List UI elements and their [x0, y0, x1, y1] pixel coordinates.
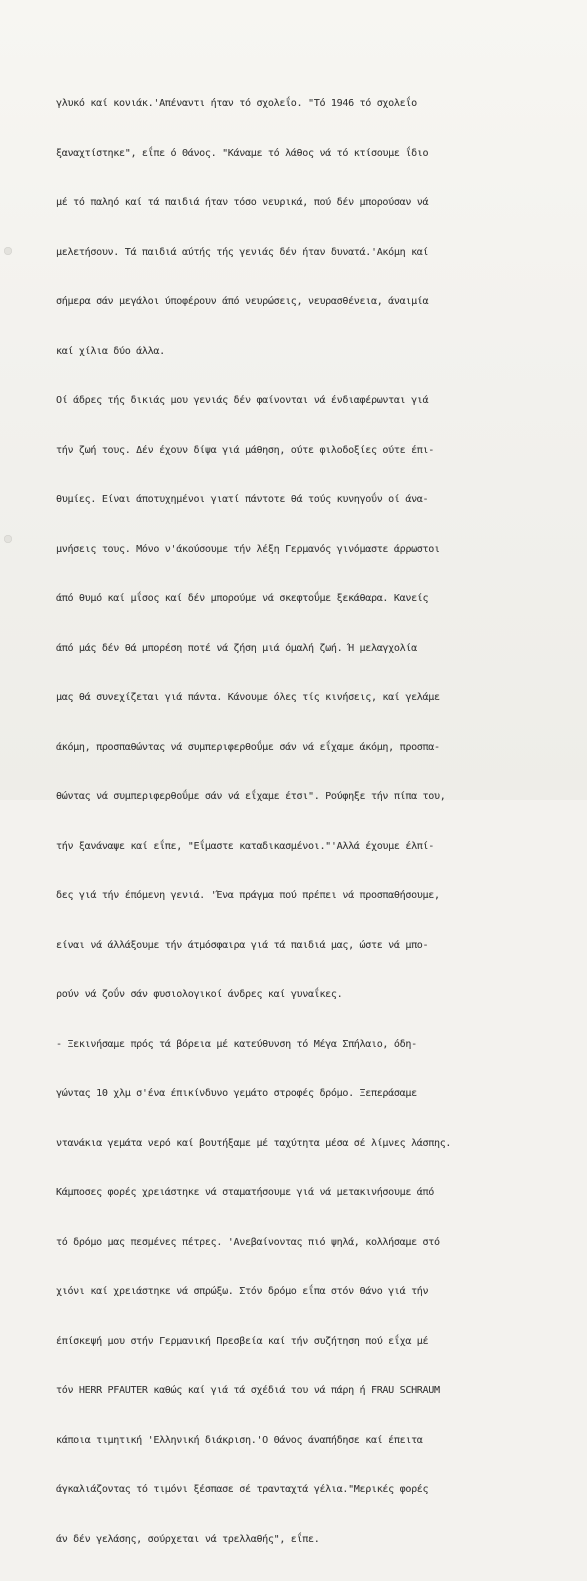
- text-line: μνήσεις τους. Μόνο ν'άκούσουμε τήν λέξη Γερμανός γινόμαστε άρρωστοι: [56, 543, 440, 555]
- text-line: τήν ζωή τους. Δέν έχουν δίψα γιά μάθηση, ούτε φιλοδοξίες ούτε έπι-: [56, 444, 434, 456]
- text-line: καί χίλια δύο άλλα.: [56, 345, 165, 357]
- text-line: δες γιά τήν έπόμενη γενιά. 'Ένα πράγμα πού πρέπει νά προσπαθήσουμε,: [56, 890, 440, 901]
- text-line: γλυκό καί κονιάκ.'Απέναντι ήταν τό σχολεΐο. "Τό 1946 τό σχολεΐο: [56, 98, 417, 109]
- text-line: άν δέν γελάσης, σούρχεται νά τρελλαθής", εΐπε.: [56, 1533, 320, 1545]
- text-line: τήν ξανάναψε καί εΐπε, "Εΐμαστε καταδικασμένοι."'Αλλά έχουμε έλπί-: [56, 840, 434, 852]
- text-line: τόν HERR PFAUTER καθώς καί γιά τά σχέδιά του νά πάρη ή FRAU SCHRAUM: [56, 1385, 440, 1396]
- punch-hole: [4, 247, 12, 255]
- text-line: άκόμη, προσπαθώντας νά συμπεριφερθοΰμε σάν νά εΐχαμε άκόμη, προσπα-: [56, 741, 440, 753]
- text-line: άγκαλιάζοντας τό τιμόνι ξέσπασε σέ τρανταχτά γέλια."Μερικές φορές: [56, 1484, 429, 1495]
- text-line: θυμίες. Είναι άποτυχημένοι γιατί πάντοτε θά τούς κυνηγοΰν οί άνα-: [56, 494, 429, 505]
- text-line: ντανάκια γεμάτα νερό καί βουτήξαμε μέ ταχύτητα μέσα σέ λίμνες λάσπης.: [56, 1137, 452, 1149]
- text-line: ξαναχτίστηκε", εΐπε ό Θάνος. "Κάναμε τό λάθος νά τό κτίσουμε ΐδιο: [56, 147, 429, 159]
- text-line: ρούν νά ζοΰν σάν φυσιολογικοί άνδρες καί γυναΐκες.: [56, 989, 343, 1000]
- text-line: χιόνι καί χρειάστηκε νά σπρώξω. Στόν δρόμο εΐπα στόν Θάνο γιά τήν: [56, 1286, 429, 1297]
- text-line: έπίσκεψή μου στήν Γερμανική Πρεσβεία καί τήν συζήτηση πού εΐχα μέ: [56, 1335, 429, 1347]
- text-line: σήμερα σάν μεγάλοι ύποφέρουν άπό νευρώσεις, νευρασθένεια, άναιμία: [56, 296, 429, 307]
- text-line: - Ξεκινήσαμε πρός τά βόρεια μέ κατεύθυνση τό Μέγα Σπήλαιο, όδη-: [56, 1038, 417, 1050]
- punch-hole: [4, 535, 12, 543]
- text-line: γώντας 10 χλμ σ'ένα έπικίνδυνο γεμάτο στροφές δρόμο. Ξεπεράσαμε: [56, 1088, 417, 1099]
- text-line: είναι νά άλλάξουμε τήν άτμόσφαιρα γιά τά παιδιά μας, ώστε νά μπο-: [56, 939, 429, 951]
- text-line: άπό θυμό καί μΐσος καί δέν μπορούμε νά σκεφτοΰμε ξεκάθαρα. Κανείς: [56, 593, 429, 604]
- text-line: κάποια τιμητική 'Ελληνική διάκριση.'Ο Θάνος άναπήδησε καί έπειτα: [56, 1434, 423, 1446]
- text-line: μας θά συνεχίζεται γιά πάντα. Κάνουμε όλες τίς κινήσεις, καί γελάμε: [56, 692, 440, 703]
- text-line: μέ τό παληό καί τά παιδιά ήταν τόσο νευρικά, πού δέν μπορούσαν νά: [56, 197, 429, 208]
- typed-text-body: [56, 63, 584, 1581]
- text-line: Κάμποσες φορές χρειάστηκε νά σταματήσουμε γιά νά μετακινήσουμε άπό: [56, 1187, 434, 1198]
- text-line: μελετήσουν. Τά παιδιά αύτής τής γενιάς δέν ήταν δυνατά.'Ακόμη καί: [56, 246, 429, 258]
- text-line: Οί άδρες τής δικιάς μου γενιάς δέν φαίνονται νά ένδιαφέρωνται γιά: [56, 395, 429, 406]
- text-line: τό δρόμο μας πεσμένες πέτρες. 'Ανεβαίνοντας πιό ψηλά, κολλήσαμε στό: [56, 1236, 440, 1248]
- text-line: θώντας νά συμπεριφερθοΰμε σάν νά εΐχαμε έτσι". Ρούφηξε τήν πίπα του,: [56, 791, 446, 802]
- text-line: άπό μάς δέν θά μπορέση ποτέ νά ζήση μιά όμαλή ζωή. Ή μελαγχολία: [56, 642, 417, 654]
